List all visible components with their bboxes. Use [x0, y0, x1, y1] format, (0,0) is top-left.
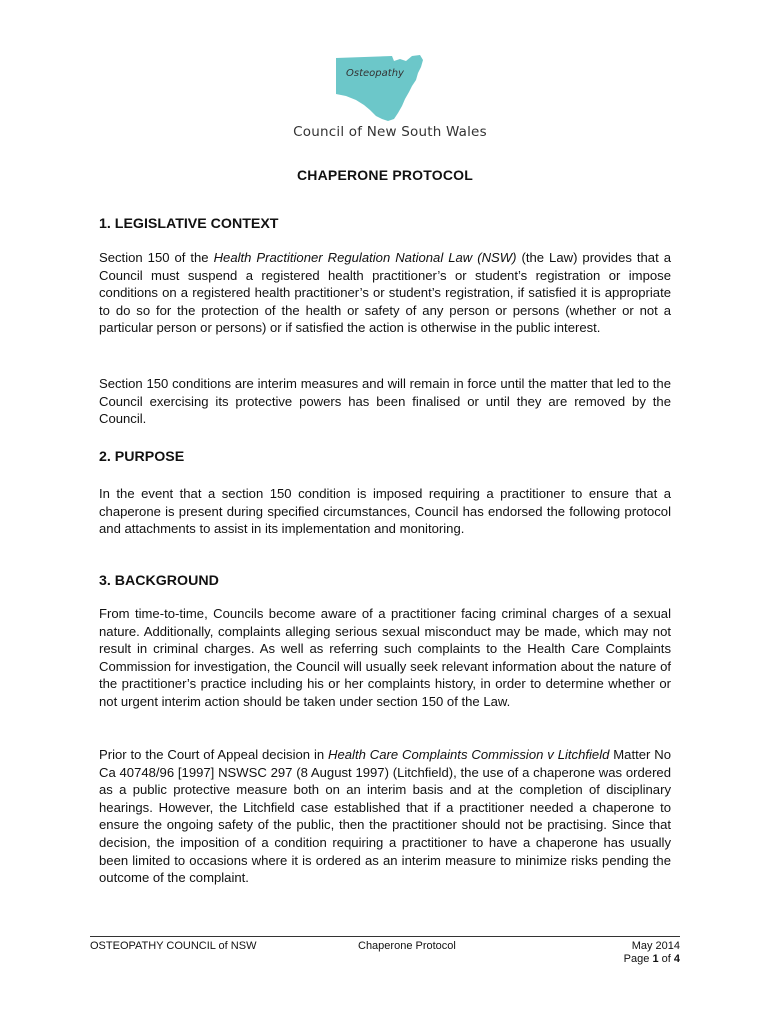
logo-caption: Council of New South Wales: [293, 124, 487, 140]
logo-word: Osteopathy: [346, 68, 404, 79]
footer-divider: [90, 936, 680, 937]
section-3-paragraph-2: Prior to the Court of Appeal decision in Health Care Complaints Commission v Litchfield Matter No Ca 40748/96 [1997] NSWSC 297 (8 August 1997) (Litchfield), the use of a chaperone was ordered as a public protective measure both on an interim basis and at the completion of disciplinary hearings. However, the Litchfield case established that if a practitioner needed a chaperone to ensure the ongoing safety of the public, then the practitioner should not be practising. Since that decision, the imposition of a condition requiring a practitioner to have a chaperone has usually been limited to occasions where it is ordered as an interim measure to minimize risks pending the outcome of the complaint.: [99, 747, 671, 886]
footer-page-number: Page 1 of 4: [623, 953, 680, 965]
section-1-paragraph-1: Section 150 of the Health Practitioner Regulation National Law (NSW) (the Law) provides that a Council must suspend a registered health practitioner’s or student’s registration or impose conditions on a registered health practitioner’s or student’s registration, if satisfied it is appropriate to do so for the protection of the health or safety of any person or persons (whether or not a particular person or persons) or if satisfied the action is otherwise in the public interest.: [99, 250, 671, 336]
footer-date-page: [560, 940, 680, 966]
section-heading-background: 3. BACKGROUND: [99, 573, 219, 589]
footer-date: May 2014: [631, 940, 680, 952]
footer-document-name: Chaperone Protocol: [358, 940, 456, 952]
section-2-paragraph-1: In the event that a section 150 condition is imposed requiring a practitioner to ensure that a chaperone is present during specified circumstances, Council has endorsed the following protocol and attachments to assist in its implementation and monitoring.: [99, 486, 671, 537]
section-heading-purpose: 2. PURPOSE: [99, 449, 185, 465]
document-title: CHAPERONE PROTOCOL: [296, 167, 474, 183]
section-1-paragraph-2: Section 150 conditions are interim measures and will remain in force until the matter that led to the Council exercising its protective powers has been finalised or until they are removed by the Council.: [99, 376, 671, 427]
nsw-map-icon: [334, 52, 430, 130]
section-heading-legislative-context: 1. LEGISLATIVE CONTEXT: [99, 216, 279, 232]
council-logo: [290, 50, 490, 145]
section-3-paragraph-1: From time-to-time, Councils become aware of a practitioner facing criminal charges of a sexual nature. Additionally, complaints alleging serious sexual misconduct may be made, which may not result in criminal charges. As well as referring such complaints to the Health Care Complaints Commission for investigation, the Council will usually seek relevant information about the nature of the practitioner’s practice including his or her complaints history, in order to determine whether or not urgent interim action should be taken under section 150 of the Law.: [99, 606, 671, 709]
footer-organization: OSTEOPATHY COUNCIL of NSW: [90, 940, 257, 952]
